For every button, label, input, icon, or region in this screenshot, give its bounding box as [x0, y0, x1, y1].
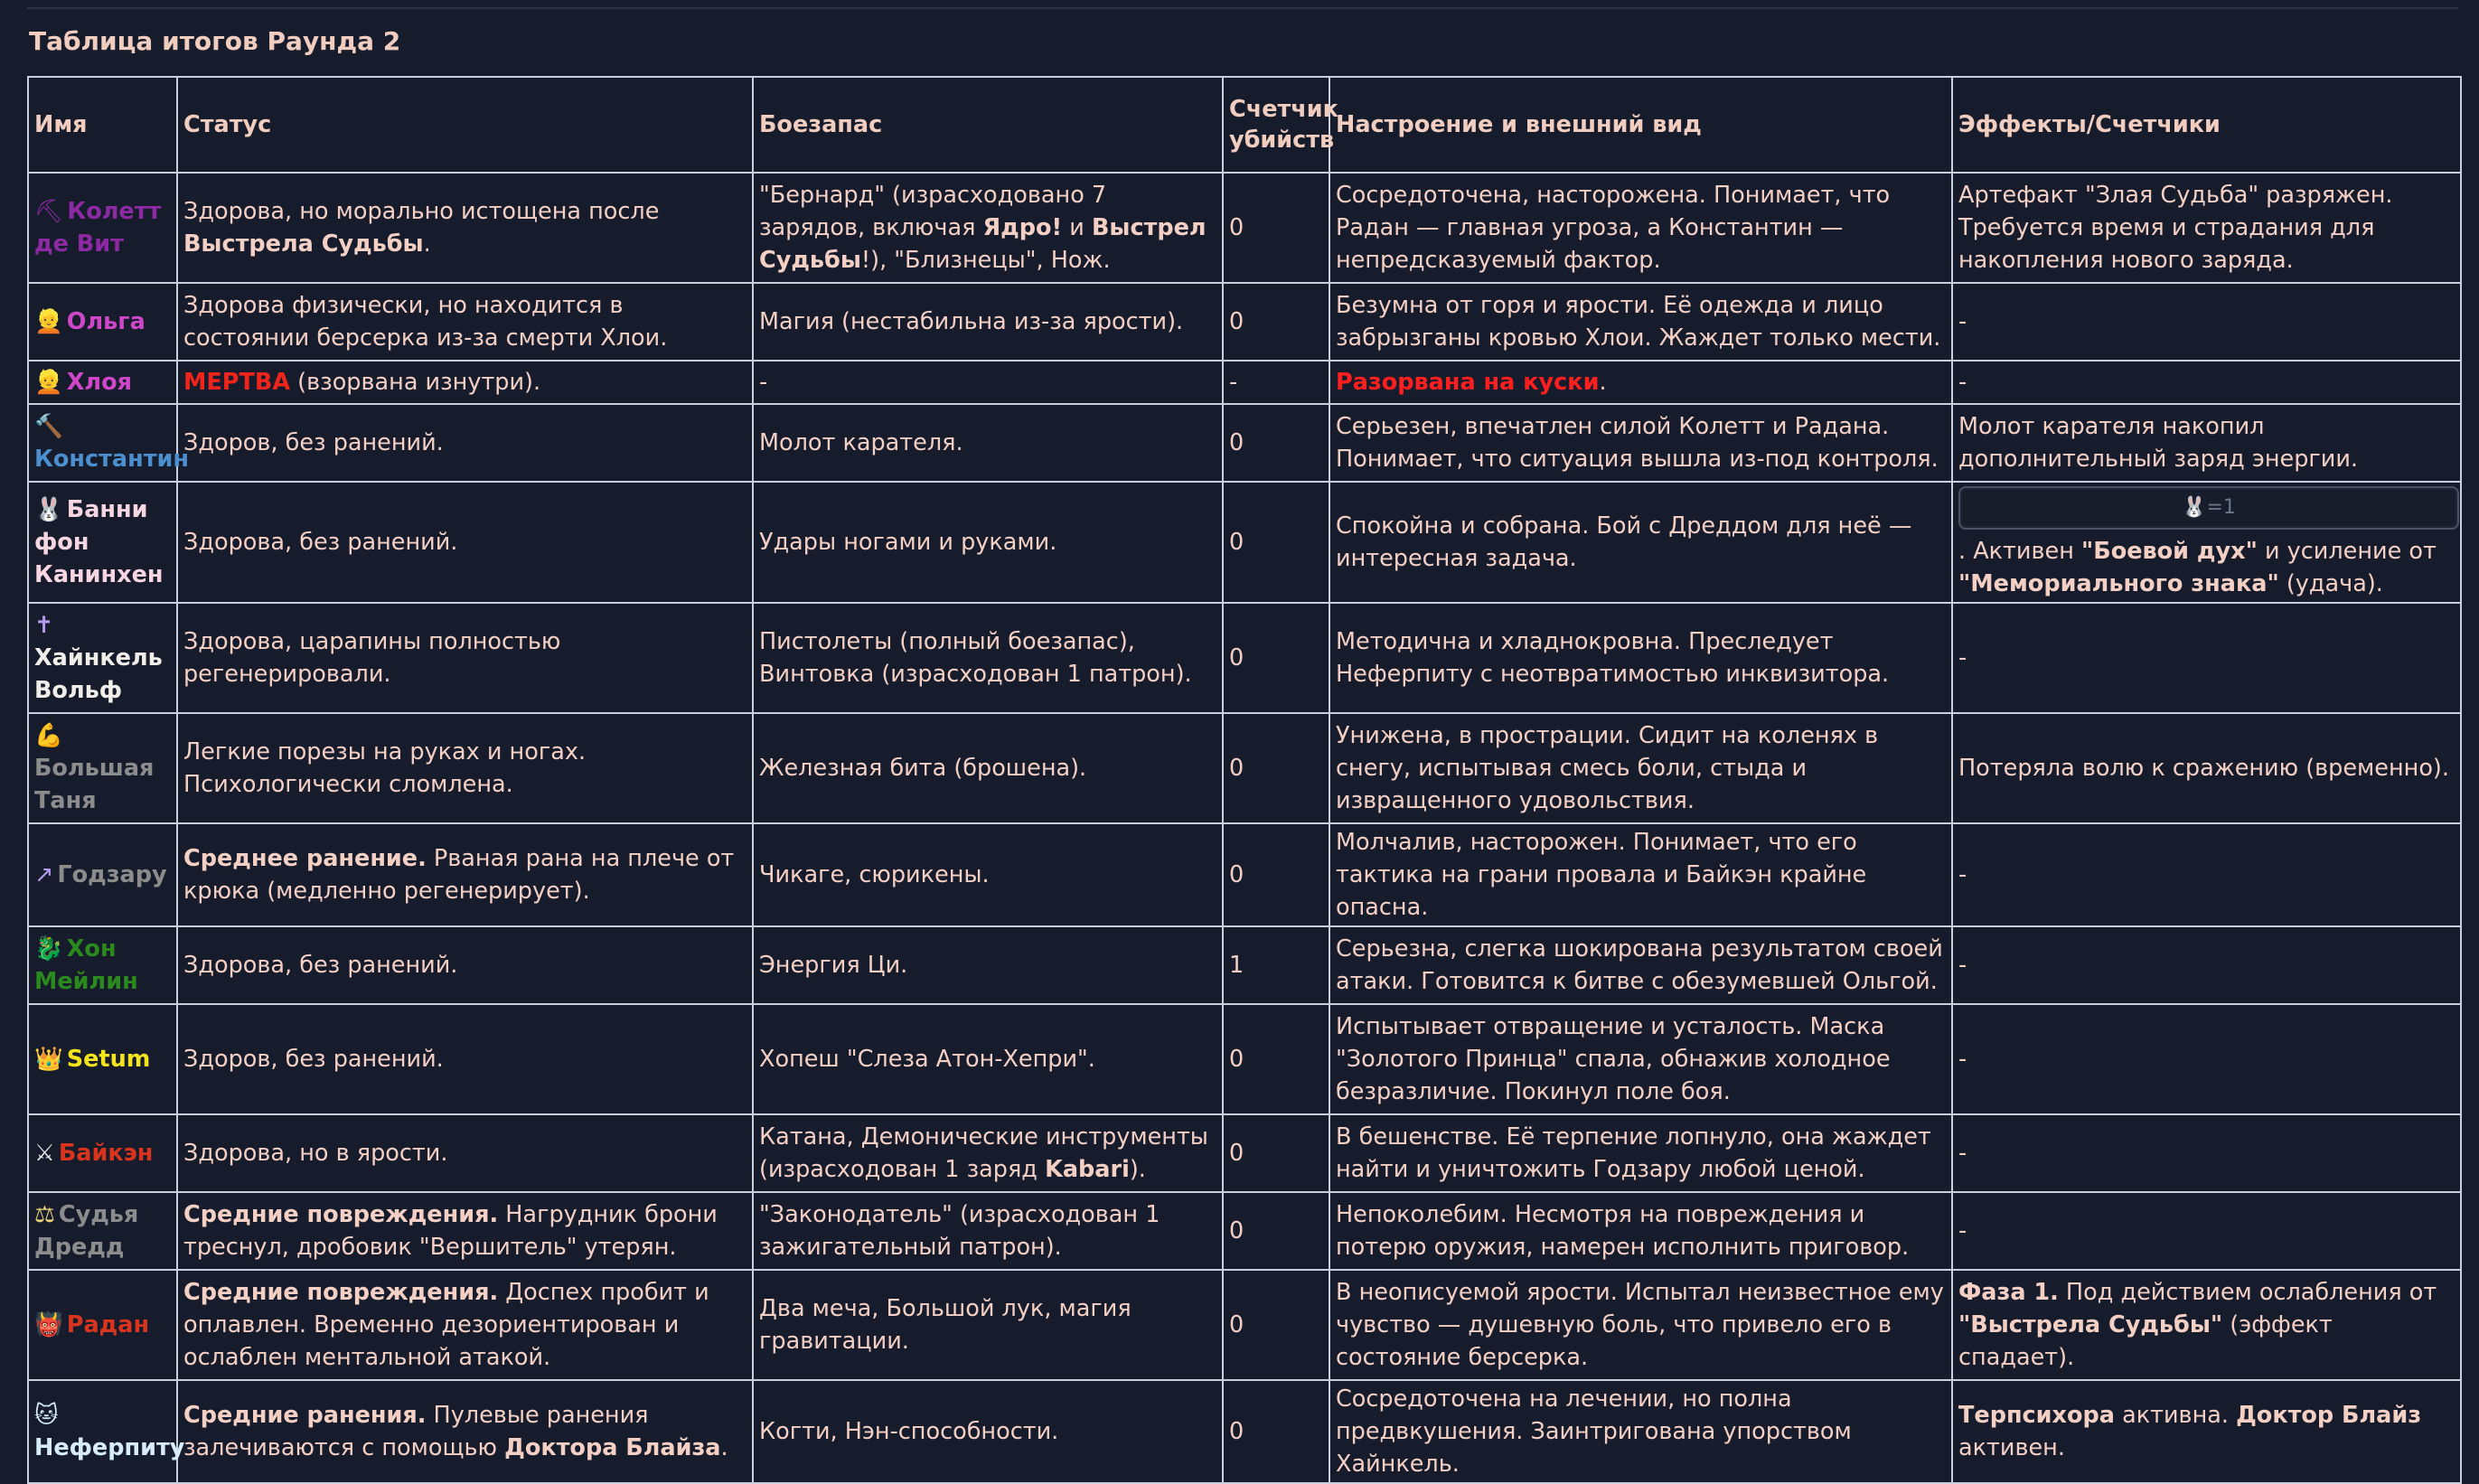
- ammo-cell: Чикаге, сюрикены.: [753, 823, 1223, 926]
- ammo-cell: Хопеш "Слеза Атон-Хепри".: [753, 1004, 1223, 1114]
- effects-cell: Терпсихора активна. Доктор Блайз активен.: [1952, 1380, 2461, 1483]
- mood-cell: В бешенстве. Её терпение лопнуло, она жаждет найти и уничтожить Годзару любой ценой.: [1329, 1114, 1952, 1192]
- table-row: [28, 603, 2461, 713]
- character-name: Ольга: [66, 308, 146, 335]
- mood-cell: Серьезен, впечатлен силой Колетт и Радана. Понимает, что ситуация вышла из-под контроля.: [1329, 404, 1952, 482]
- ammo-cell: Железная бита (брошена).: [753, 713, 1223, 823]
- column-header-kills[interactable]: Счетчик убийств: [1223, 77, 1329, 173]
- status-cell: Здоров, без ранений.: [177, 1004, 753, 1114]
- effects-cell: -: [1952, 361, 2461, 404]
- effect-counter-input[interactable]: 🐰=1: [1958, 486, 2459, 530]
- character-name: Неферпиту: [34, 1434, 185, 1461]
- mood-cell: Методична и хладнокровна. Преследует Неферпиту с неотвратимостью инквизитора.: [1329, 603, 1952, 713]
- status-cell: МЕРТВА (взорвана изнутри).: [177, 361, 753, 404]
- crossed-swords-icon: ⚔: [34, 1140, 55, 1167]
- mood-cell: Молчалив, насторожен. Понимает, что его тактика на грани провала и Байкэн крайне опасна.: [1329, 823, 1952, 926]
- effects-cell: -: [1952, 1004, 2461, 1114]
- ammo-cell: "Бернард" (израсходовано 7 зарядов, включая Ядро! и Выстрел Судьбы!), "Близнецы", Нож.: [753, 173, 1223, 283]
- mood-cell: Серьезна, слегка шокирована результатом своей атаки. Готовится к битве с обезумевшей Ольгой.: [1329, 926, 1952, 1004]
- effects-cell: -: [1952, 1114, 2461, 1192]
- status-cell: Среднее ранение. Рваная рана на плече от крюка (медленно регенерирует).: [177, 823, 753, 926]
- status-cell: Здорова, без ранений.: [177, 926, 753, 1004]
- effects-cell: -: [1952, 603, 2461, 713]
- character-name: Судья Дредд: [34, 1201, 139, 1261]
- table-row: [28, 926, 2461, 1004]
- ammo-cell: Удары ногами и руками.: [753, 482, 1223, 603]
- table-row: [28, 1380, 2461, 1483]
- ammo-cell: Два меча, Большой лук, магия гравитации.: [753, 1270, 1223, 1380]
- kills-cell: 0: [1223, 1380, 1329, 1483]
- cross-icon: ✝: [34, 612, 54, 639]
- character-name: Setum: [66, 1046, 151, 1073]
- ammo-cell: Пистолеты (полный боезапас), Винтовка (израсходован 1 патрон).: [753, 603, 1223, 713]
- character-name-cell: [28, 713, 177, 823]
- effects-cell: Артефакт "Злая Судьба" разряжен. Требуется время и страдания для накопления нового заряда.: [1952, 173, 2461, 283]
- mood-cell: Сосредоточена на лечении, но полна предвкушения. Заинтригована упорством Хайнкель.: [1329, 1380, 1952, 1483]
- character-name: Хон Мейлин: [34, 935, 138, 995]
- kills-cell: 0: [1223, 823, 1329, 926]
- character-name-cell: [28, 603, 177, 713]
- kills-cell: 0: [1223, 482, 1329, 603]
- character-name-cell: [28, 404, 189, 482]
- table-header-row: [28, 77, 2461, 173]
- status-cell: Здорова, царапины полностью регенерировали.: [177, 603, 753, 713]
- table-row: [28, 283, 2461, 361]
- character-name: Колетт де Вит: [34, 198, 162, 258]
- rabbit-icon: 🐰: [34, 496, 63, 523]
- kills-cell: -: [1223, 361, 1329, 404]
- table-row: [28, 713, 2461, 823]
- cat-icon: 🐱: [34, 1402, 59, 1429]
- effects-cell: Молот карателя накопил дополнительный заряд энергии.: [1952, 404, 2461, 482]
- character-name-cell: [28, 823, 177, 926]
- kills-cell: 1: [1223, 926, 1329, 1004]
- table-row: [28, 1192, 2461, 1270]
- ammo-cell: Молот карателя.: [753, 404, 1223, 482]
- status-cell: Здорова, но морально истощена после Выстрела Судьбы.: [177, 173, 753, 283]
- effects-cell: -: [1952, 926, 2461, 1004]
- effects-cell: Фаза 1. Под действием ослабления от "Выстрела Судьбы" (эффект спадает).: [1952, 1270, 2461, 1380]
- character-name: Хлоя: [66, 369, 132, 396]
- mood-alert-label: Разорвана на куски: [1336, 369, 1600, 396]
- status-cell: Здоров, без ранений.: [177, 404, 753, 482]
- effects-cell: 🐰=1 . Активен "Боевой дух" и усиление от "Мемориального знака" (удача).: [1952, 482, 2461, 603]
- effects-cell: -: [1952, 283, 2461, 361]
- hammer-icon: 🔨: [34, 413, 63, 440]
- column-header-status[interactable]: Статус: [177, 77, 753, 173]
- results-table: [27, 76, 2462, 1484]
- dead-status-label: МЕРТВА: [183, 369, 291, 396]
- character-name-cell: [28, 173, 177, 283]
- pickaxe-icon: ⛏: [34, 198, 64, 225]
- character-name: Банни фон Канинхен: [34, 496, 164, 588]
- mood-cell: Разорвана на куски.: [1329, 361, 1952, 404]
- effects-cell: Потеряла волю к сражению (временно).: [1952, 713, 2461, 823]
- person-icon: 👱: [34, 369, 63, 396]
- mood-cell: Испытывает отвращение и усталость. Маска "Золотого Принца" спала, обнажив холодное безразличие. Покинул поле боя.: [1329, 1004, 1952, 1114]
- effects-cell: -: [1952, 823, 2461, 926]
- status-cell: Здорова, но в ярости.: [177, 1114, 753, 1192]
- table-row: [28, 1270, 2461, 1380]
- status-cell: Здорова, без ранений.: [177, 482, 753, 603]
- status-cell: Средние повреждения. Доспех пробит и оплавлен. Временно дезориентирован и ослаблен ментальной атакой.: [177, 1270, 753, 1380]
- status-cell: Легкие порезы на руках и ногах. Психологически сломлена.: [177, 713, 753, 823]
- kills-cell: 0: [1223, 173, 1329, 283]
- page-title: Таблица итогов Раунда 2: [29, 26, 401, 56]
- column-header-ammo[interactable]: Боезапас: [753, 77, 1223, 173]
- dragon-icon: 🐉: [34, 935, 63, 963]
- ammo-cell: Магия (нестабильна из-за ярости).: [753, 283, 1223, 361]
- character-name-cell: [28, 1192, 177, 1270]
- mood-cell: Непоколебим. Несмотря на повреждения и потерю оружия, намерен исполнить приговор.: [1329, 1192, 1952, 1270]
- kills-cell: 0: [1223, 283, 1329, 361]
- scales-icon: ⚖: [34, 1201, 55, 1228]
- ammo-cell: Катана, Демонические инструменты (израсходован 1 заряд Kabari).: [753, 1114, 1223, 1192]
- character-name-cell: [28, 1114, 177, 1192]
- character-name: Хайнкель Вольф: [34, 644, 163, 704]
- character-name: Годзару: [57, 861, 167, 888]
- character-name-cell: [28, 926, 177, 1004]
- table-row: [28, 823, 2461, 926]
- column-header-effects[interactable]: Эффекты/Счетчики: [1952, 77, 2461, 173]
- demon-icon: 👹: [34, 1311, 63, 1338]
- character-name-cell: [28, 361, 177, 404]
- mood-cell: Безумна от горя и ярости. Её одежда и лицо забрызганы кровью Хлои. Жаждет только мести.: [1329, 283, 1952, 361]
- kills-cell: 0: [1223, 1004, 1329, 1114]
- mood-cell: В неописуемой ярости. Испытал неизвестное ему чувство — душевную боль, что привело его в состояние берсерка.: [1329, 1270, 1952, 1380]
- kills-cell: 0: [1223, 713, 1329, 823]
- mood-cell: Сосредоточена, насторожена. Понимает, что Радан — главная угроза, а Константин — непредсказуемый фактор.: [1329, 173, 1952, 283]
- character-name-cell: [28, 482, 177, 603]
- status-cell: Средние повреждения. Нагрудник брони треснул, дробовик "Вершитель" утерян.: [177, 1192, 753, 1270]
- table-row: [28, 1004, 2461, 1114]
- character-name: Байкэн: [58, 1140, 154, 1167]
- crown-icon: 👑: [34, 1046, 63, 1073]
- table-row: [28, 1114, 2461, 1192]
- character-name-cell: [28, 1004, 177, 1114]
- arrow-icon: ↗: [34, 861, 54, 888]
- character-name: Радан: [66, 1311, 150, 1338]
- table-row: [28, 173, 2461, 283]
- ammo-cell: -: [753, 361, 1223, 404]
- kills-cell: 0: [1223, 404, 1329, 482]
- kills-cell: 0: [1223, 1192, 1329, 1270]
- person-icon: 👱: [34, 308, 63, 335]
- kills-cell: 0: [1223, 603, 1329, 713]
- character-name-cell: [28, 1380, 185, 1483]
- kills-cell: 0: [1223, 1114, 1329, 1192]
- character-name: Большая Таня: [34, 755, 155, 814]
- status-cell: Средние ранения. Пулевые ранения залечиваются с помощью Доктора Блайза.: [177, 1380, 753, 1483]
- mood-cell: Унижена, в прострации. Сидит на коленях в снегу, испытывая смесь боли, стыда и извращенного удовольствия.: [1329, 713, 1952, 823]
- effects-cell: -: [1952, 1192, 2461, 1270]
- status-cell: Здорова физически, но находится в состоянии берсерка из-за смерти Хлои.: [177, 283, 753, 361]
- column-header-mood[interactable]: Настроение и внешний вид: [1329, 77, 1952, 173]
- kills-cell: 0: [1223, 1270, 1329, 1380]
- column-header-name[interactable]: Имя: [28, 77, 177, 173]
- character-name-cell: [28, 1270, 177, 1380]
- flexed-arm-icon: 💪: [34, 722, 63, 749]
- ammo-cell: "Законодатель" (израсходован 1 зажигательный патрон).: [753, 1192, 1223, 1270]
- ammo-cell: Энергия Ци.: [753, 926, 1223, 1004]
- top-divider: [27, 7, 2458, 9]
- ammo-cell: Когти, Нэн-способности.: [753, 1380, 1223, 1483]
- mood-cell: Спокойна и собрана. Бой с Дреддом для неё — интересная задача.: [1329, 482, 1952, 603]
- character-name: Константин: [34, 446, 189, 473]
- results-panel: [27, 20, 2460, 1484]
- table-row: [28, 361, 2461, 404]
- character-name-cell: [28, 283, 177, 361]
- table-row: [28, 482, 2461, 603]
- table-row: [28, 404, 2461, 482]
